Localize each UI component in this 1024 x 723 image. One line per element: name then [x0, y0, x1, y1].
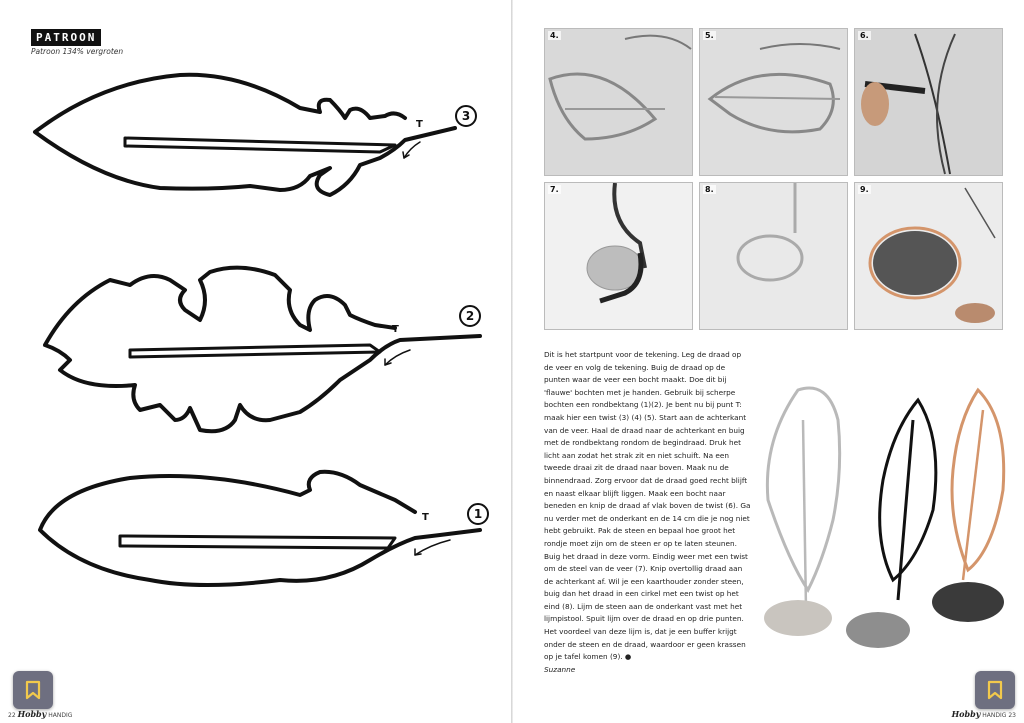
page-number-right: 23 [1008, 712, 1016, 719]
article-body: Dit is het startpunt voor de tekening. Leg de draad op de veer en volg de tekening. Buig de draad op de punten waar de veer een bocht maakt. Doe dit bij 'flauwe' bochten met je handen. Gebruik bij scherpe bochten een rondbektang (1)(2). Je bent nu bij punt T: maak hier een twist (3) (4) (5). Start aan de achterkant van de veer. Haal de draad naar de achterkant en buig met de rondbektang rondom de begindraad. Druk het licht aan zodat het strak zit en niet schuift. Na een tweede draai zit de draad naar boven. Maak nu de binnendraad. Zorg ervoor dat de draad goed recht blijft en naast elkaar blijft liggen. Maak een bocht naar beneden en knip de draad af vlak boven de twist (6). Ga nu verder met de onderkant en de 14 cm die je nog niet hebt gebruikt. Pak de steen en bepaal hoe groot het rondje moet zijn om de steen er op te laten steunen. Buig het draad in deze vorm. Eindig weer met een twist om de steel van de veer (7). Knip overtollig draad aan de achterkant af. Wil je een kaarthouder zonder steen, buig dan het draad in een cirkel met een twist op het eind (8). Lijm de steen aan de onderkant vast met het lijmpistool. Spuit lijm over de draad en op drie punten. Het voordeel van deze lijm is, dat je een buffer krijgt onder de steen en de draad, waardoor er geen krassen op je tafel komen (9). ● [544, 350, 751, 662]
twist-mark-2: T [392, 324, 399, 335]
step-label-8: 8. [705, 185, 714, 194]
step-photo-9 [854, 182, 1003, 330]
pattern-number-3: 3 [461, 109, 471, 123]
feather-pattern-3 [35, 75, 455, 195]
footer-left [8, 709, 72, 719]
step-photo-7 [544, 182, 693, 330]
step-photo-4 [544, 28, 693, 176]
right-page [513, 0, 1024, 723]
step-photo-6 [854, 28, 1003, 176]
step-label-5: 5. [705, 31, 714, 40]
finished-feathers-photo [758, 360, 1018, 660]
twist-mark-1: T [422, 512, 429, 523]
feather-pattern-1 [40, 472, 483, 585]
pattern-number-1: 1 [473, 507, 483, 521]
bookmark-icon [24, 680, 42, 700]
instructions-article [544, 349, 751, 676]
step-photo-5 [699, 28, 848, 176]
step-photo-8 [699, 182, 848, 330]
feather-pattern-drawings [0, 0, 511, 723]
brand-suffix-right: HANDIG [982, 712, 1007, 719]
bookmark-icon [986, 680, 1004, 700]
brand-left: Hobby [17, 709, 47, 719]
article-author: Suzanne [544, 664, 576, 674]
page-number-left: 22 [8, 712, 16, 719]
brand-suffix-left: HANDIG [48, 712, 73, 719]
brand-right: Hobby [951, 709, 981, 719]
bookmark-button-left[interactable] [13, 671, 53, 709]
page-heading: PATROON [31, 29, 101, 46]
twist-mark-3: T [416, 119, 423, 130]
step-label-6: 6. [860, 31, 869, 40]
feather-pattern-2 [45, 268, 480, 432]
pattern-number-2: 2 [465, 309, 475, 323]
page-subheading: Patroon 134% vergroten [31, 47, 124, 56]
step-label-9: 9. [860, 185, 869, 194]
bookmark-button-right[interactable] [975, 671, 1015, 709]
left-page [0, 0, 511, 723]
step-label-4: 4. [550, 31, 559, 40]
step-label-7: 7. [550, 185, 559, 194]
footer-right [952, 709, 1016, 719]
